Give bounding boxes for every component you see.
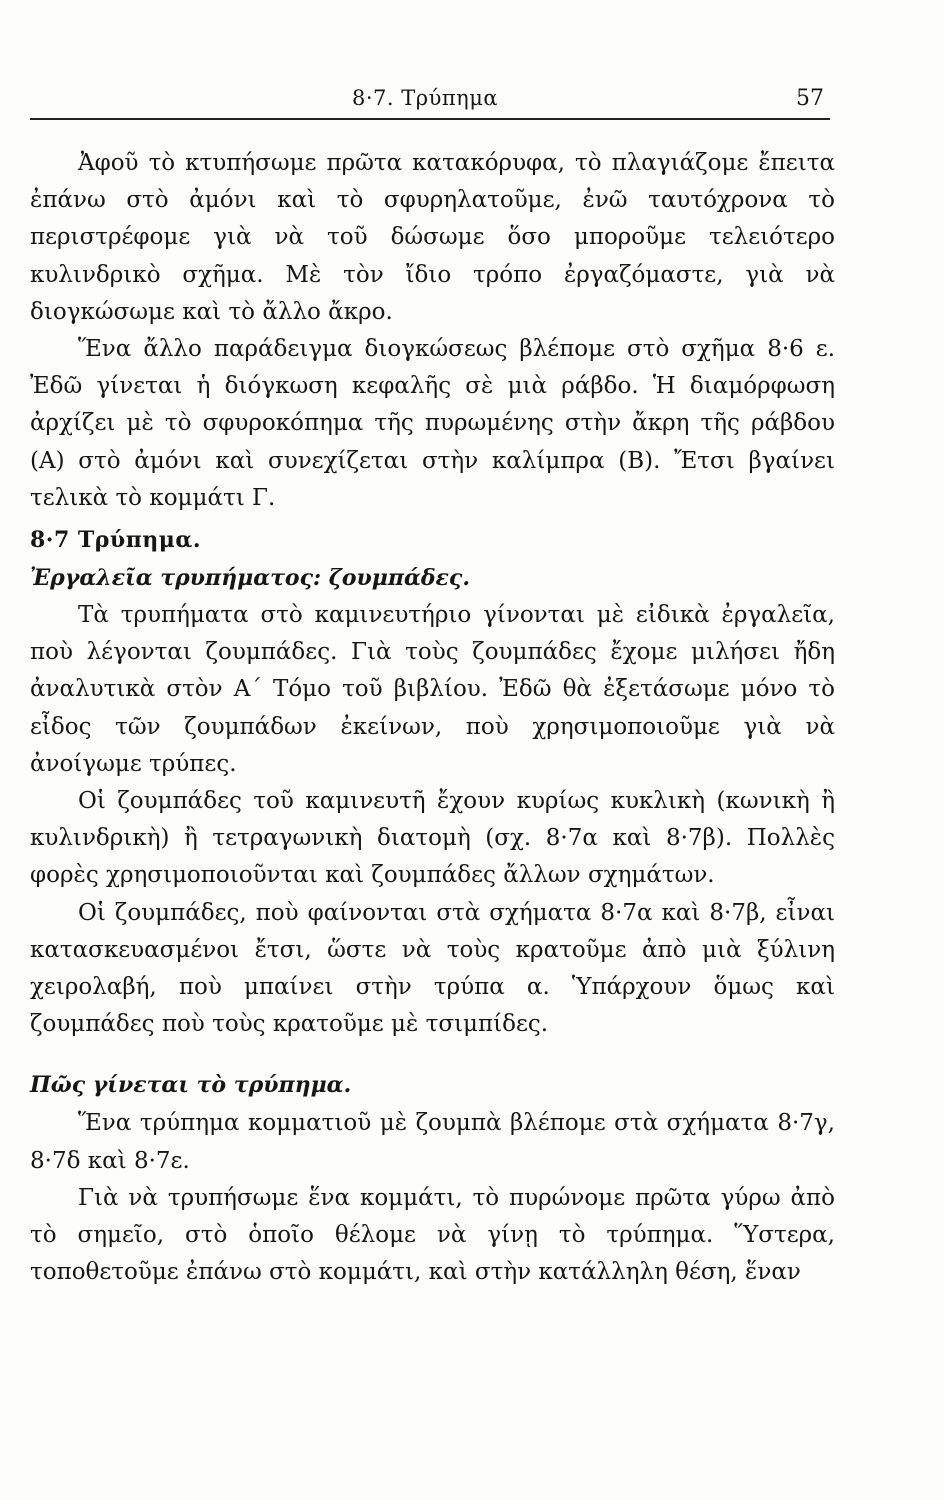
paragraph-upsetting-example: Ἕνα ἄλλο παράδειγμα διογκώσεως βλέπομε στὸ σχῆμα 8·6 ε. Ἐδῶ γίνεται ἡ διόγκωση κεφαλῆς σὲ μιὰ ράβδο. Ἡ διαμόρφωση ἀρχίζει μὲ τὸ σφυροκόπημα τῆς πυρωμένης στὴν ἄκρη τῆς ράβδου (Α) στὸ ἀμόνι καὶ συνεχίζεται στὴν καλίμπρα (Β). Ἔτσι βγαίνει τελικὰ τὸ κομμάτι Γ. xyxy=(30,336,835,511)
paragraph-punching-procedure: Γιὰ νὰ τρυπήσωμε ἕνα κομμάτι, τὸ πυρώνομε πρῶτα γύρω ἀπὸ τὸ σημεῖο, στὸ ὁποῖο θέλομε νὰ γίνῃ τὸ τρύπημα. Ὕστερα, τοποθετοῦμε ἐπάνω στὸ κομμάτι, καὶ στὴν κατάλληλη θέση, ἕναν xyxy=(30,1184,835,1286)
page-number: 57 xyxy=(796,86,824,111)
section-title: 8·7 Τρύπημα. xyxy=(30,527,201,554)
running-title: 8·7. Τρύπημα xyxy=(352,86,499,110)
header-rule xyxy=(30,118,830,120)
paragraph-figures-reference: Ἕνα τρύπημα κομματιοῦ μὲ ζουμπὰ βλέπομε στὰ σχήματα 8·7γ, 8·7δ καὶ 8·7ε. xyxy=(30,1110,835,1174)
subheading-tools: Ἐργαλεῖα τρυπήματος: ζουμπάδες. xyxy=(30,565,470,592)
paragraph-punches-intro: Τὰ τρυπήματα στὸ καμινευτήριο γίνονται μὲ εἰδικὰ ἐργαλεῖα, ποὺ λέγονται ζουμπάδες. Γιὰ τοὺς ζουμπάδες ἔχομε μιλήσει ἤδη ἀναλυτικὰ στὸν Α΄ Τόμο τοῦ βιβλίου. Ἐδῶ θὰ ἐξετάσωμε μόνο τὸ εἶδος τῶν ζουμπάδων ἐκείνων, ποὺ χρησιμοποιοῦμε γιὰ νὰ ἀνοίγωμε τρύπες. xyxy=(30,602,835,777)
page-header xyxy=(30,80,830,114)
subheading-how: Πῶς γίνεται τὸ τρύπημα. xyxy=(30,1072,352,1099)
paragraph-punch-sections: Οἱ ζουμπάδες τοῦ καμινευτῆ ἔχουν κυρίως κυκλικὴ (κωνικὴ ἢ κυλινδρικὴ) ἢ τετραγωνικὴ διατομὴ (σχ. 8·7α καὶ 8·7β). Πολλὲς φορὲς χρησιμοποιοῦνται καὶ ζουμπάδες ἄλλων σχημάτων. xyxy=(30,788,835,889)
paragraph-punch-handles: Οἱ ζουμπάδες, ποὺ φαίνονται στὰ σχήματα 8·7α καὶ 8·7β, εἶναι κατασκευασμένοι ἔτσι, ὥστε νὰ τοὺς κρατοῦμε ἀπὸ μιὰ ξύλινη χειρολαβή, ποὺ μπαίνει στὴν τρύπα α. Ὑπάρχουν ὅμως καὶ ζουμπάδες ποὺ τοὺς κρατοῦμε μὲ τσιμπίδες. xyxy=(30,899,835,1038)
body-text xyxy=(30,145,835,1291)
paragraph-forging-continued: Ἀφοῦ τὸ κτυπήσωμε πρῶτα κατακόρυφα, τὸ πλαγιάζομε ἔπειτα ἐπάνω στὸ ἀμόνι καὶ τὸ σφυρηλατοῦμε, ἐνῶ ταυτόχρονα τὸ περιστρέφομε γιὰ νὰ τοῦ δώσωμε ὅσο μποροῦμε τελειότερο κυλινδρικὸ σχῆμα. Μὲ τὸν ἴδιο τρόπο ἐργαζόμαστε, γιὰ νὰ διογκώσωμε καὶ τὸ ἄλλο ἄκρο. xyxy=(30,150,835,325)
